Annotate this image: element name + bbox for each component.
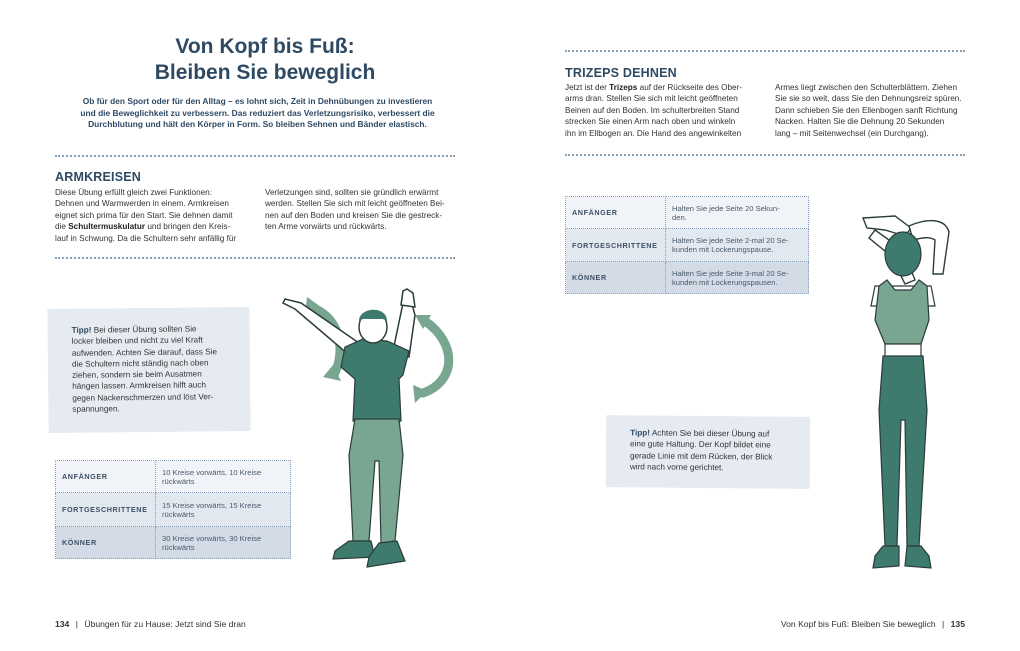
text-line (565, 82, 765, 93)
table-row (566, 197, 809, 229)
level-desc-line: kunden mit Lockerungspausen. (672, 277, 778, 287)
tip-label: Tipp! (71, 325, 92, 335)
tip-label: Tipp! (630, 428, 651, 438)
level-desc-line: 30 Kreise vorwärts, 30 Kreise (162, 533, 262, 543)
intro-text (80, 96, 435, 131)
footer-separator: | (75, 619, 78, 629)
level-label: ANFÄNGER (566, 197, 666, 229)
section-heading-armkreisen: ARMKREISEN (55, 170, 142, 184)
level-desc-line: Halten Sie jede Seite 3-mal 20 Se- (672, 268, 789, 278)
hand-icon (401, 289, 415, 307)
level-desc-line: kunden mit Lockerungspause. (672, 245, 774, 254)
text-line: Dann schieben Sie den Ellenbogen sanft Richtung (775, 105, 958, 115)
woman-triceps-stretch-illustration (845, 210, 955, 580)
leggings (879, 356, 927, 546)
level-desc (156, 527, 291, 559)
text-span: die (55, 222, 69, 232)
table-row (56, 493, 291, 527)
level-desc-line: Halten Sie jede Seite 20 Sekun- (672, 203, 780, 213)
level-desc (156, 461, 291, 493)
torso-shirt (341, 339, 409, 421)
divider (565, 154, 965, 156)
level-desc (666, 262, 809, 294)
head-hair (885, 232, 921, 276)
man-arm-circles-illustration (275, 285, 465, 580)
tip-text: gerade Linie mit dem Rücken, der Blick (629, 450, 773, 462)
right-circle-arrow (423, 321, 449, 393)
text-line: Armes liegt zwischen den Schulterblättern. Ziehen (775, 83, 958, 92)
title-line-2: Bleiben Sie beweglich (154, 61, 376, 84)
page-number: 134 (55, 619, 70, 629)
section-heading-trizeps: TRIZEPS DEHNEN (565, 66, 677, 80)
shoe-right-icon (367, 541, 405, 567)
intro-line: und die Beweglichkeit zu verbessern. Das reduziert das Verletzungsrisiko, verbessert die (80, 107, 435, 118)
text-line: Nacken. Halten Sie die Dehnung 20 Sekunden (775, 117, 945, 127)
text-line: eignet sich prima für den Start. Sie dehnen damit (55, 210, 233, 220)
level-label: ANFÄNGER (56, 461, 156, 493)
text-span: Jetzt ist der (565, 83, 610, 92)
tip-text: hängen lassen. Armkreisen hilft auch (72, 380, 207, 392)
text-line: ihn im Ellbogen an. Die Hand des angewinkelten (565, 128, 742, 138)
shoe-left-icon (873, 546, 899, 568)
text-line: Beinen auf den Boden. Im schulterbreiten Stand (565, 105, 740, 115)
armkreisen-col-2 (265, 187, 465, 233)
shoe-left-icon (333, 541, 375, 559)
shoe-right-icon (905, 546, 931, 568)
trizeps-col-2 (775, 82, 975, 139)
level-desc-line: rückwärts (162, 509, 195, 519)
table-row (566, 229, 809, 262)
tip-text: Achten Sie bei dieser Übung auf (649, 428, 770, 439)
text-line: Dehnen und Warmwerden in einem. Armkreisen (55, 199, 229, 209)
trizeps-col-1 (565, 82, 765, 139)
intro-line: Durchblutung und hält den Körper in Form. So bleiben Sehnen und Bänder elastisch. (88, 119, 427, 130)
text-line: Sie sie so weit, dass Sie den Dehnungsreiz spüren. (775, 94, 962, 104)
tank-top (875, 280, 929, 344)
footer-text: Von Kopf bis Fuß: Bleiben Sie beweglich (780, 619, 936, 629)
text-line: lauf in Schwung. Da die Schultern sehr anfällig für (55, 233, 237, 243)
level-desc (666, 197, 809, 229)
bold-term: Trizeps (609, 83, 638, 92)
title-line-1: Von Kopf bis Fuß: (175, 35, 355, 58)
level-desc-line: 10 Kreise vorwärts, 10 Kreise (162, 467, 262, 477)
tip-box-armkreisen (47, 307, 250, 433)
text-line: Verletzungen sind, sollten sie gründlich erwärmt (265, 188, 439, 197)
level-table-trizeps (565, 196, 809, 294)
level-table-armkreisen (55, 460, 291, 559)
text-line: werden. Stellen Sie sich mit leicht geöffneten Bei- (265, 199, 445, 209)
divider (55, 257, 455, 259)
level-desc-line: Halten Sie jede Seite 2-mal 20 Se- (672, 236, 789, 245)
level-desc-line: rückwärts (162, 476, 195, 486)
divider (55, 155, 455, 157)
level-label: FORTGESCHRITTENE (566, 229, 666, 262)
tip-text: die Schultern nicht ständig nach oben (71, 358, 209, 369)
level-desc (666, 229, 809, 262)
level-desc (156, 493, 291, 527)
level-label: KÖNNER (566, 262, 666, 294)
level-label: KÖNNER (56, 527, 156, 559)
bold-term: Schultermuskulatur (68, 222, 146, 232)
text-line: lang – mit Seitenwechsel (ein Durchgang). (775, 128, 929, 138)
table-row (56, 461, 291, 493)
tip-text: spannungen. (72, 404, 120, 414)
text-line (55, 221, 255, 232)
intro-line: Ob für den Sport oder für den Alltag – es lohnt sich, Zeit in Dehnübungen zu investieren (82, 96, 433, 106)
armkreisen-col-1 (55, 187, 255, 244)
divider (565, 50, 965, 52)
tip-text: wird nach vorne gerichtet. (629, 462, 724, 473)
level-desc-line: den. (672, 212, 687, 222)
footer-right (781, 619, 965, 629)
page-number: 135 (950, 619, 965, 629)
text-line: strecken Sie einen Arm nach oben und winkeln (565, 117, 736, 127)
footer-text: Übungen für zu Hause: Jetzt sind Sie dran (84, 619, 246, 629)
tip-text: gegen Nackenschmerzen und löst Ver- (72, 392, 214, 403)
legs-pants (349, 419, 403, 543)
footer-left (55, 619, 246, 629)
level-desc-line: rückwärts (162, 542, 195, 552)
footer-separator: | (942, 619, 945, 629)
tip-box-trizeps (606, 415, 811, 489)
tip-text: ziehen, sondern sie beim Ausatmen (72, 369, 202, 380)
table-row (56, 527, 291, 559)
tip-text: eine gute Haltung. Der Kopf bildet eine (630, 439, 771, 450)
tip-text: Bei dieser Übung sollten Sie (91, 324, 197, 335)
tip-text: locker bleiben und nicht zu viel Kraft (71, 335, 203, 347)
page-title (100, 34, 430, 86)
text-span: auf der Rückseite des Ober- (637, 83, 743, 92)
tip-text: aufwenden. Achten Sie darauf, dass Sie (71, 346, 218, 358)
table-row (566, 262, 809, 294)
text-span: und bringen den Kreis- (145, 222, 231, 232)
text-line: ten Arme vorwärts und rückwärts. (265, 222, 387, 232)
text-line: arms dran. Stellen Sie sich mit leicht geöffneten (565, 94, 738, 104)
level-label: FORTGESCHRITTENE (56, 493, 156, 527)
text-line: nen auf den Boden und kreisen Sie die gestreck- (265, 210, 443, 220)
level-desc-line: 15 Kreise vorwärts, 15 Kreise (162, 500, 262, 510)
text-line: Diese Übung erfüllt gleich zwei Funktionen: (55, 188, 213, 197)
